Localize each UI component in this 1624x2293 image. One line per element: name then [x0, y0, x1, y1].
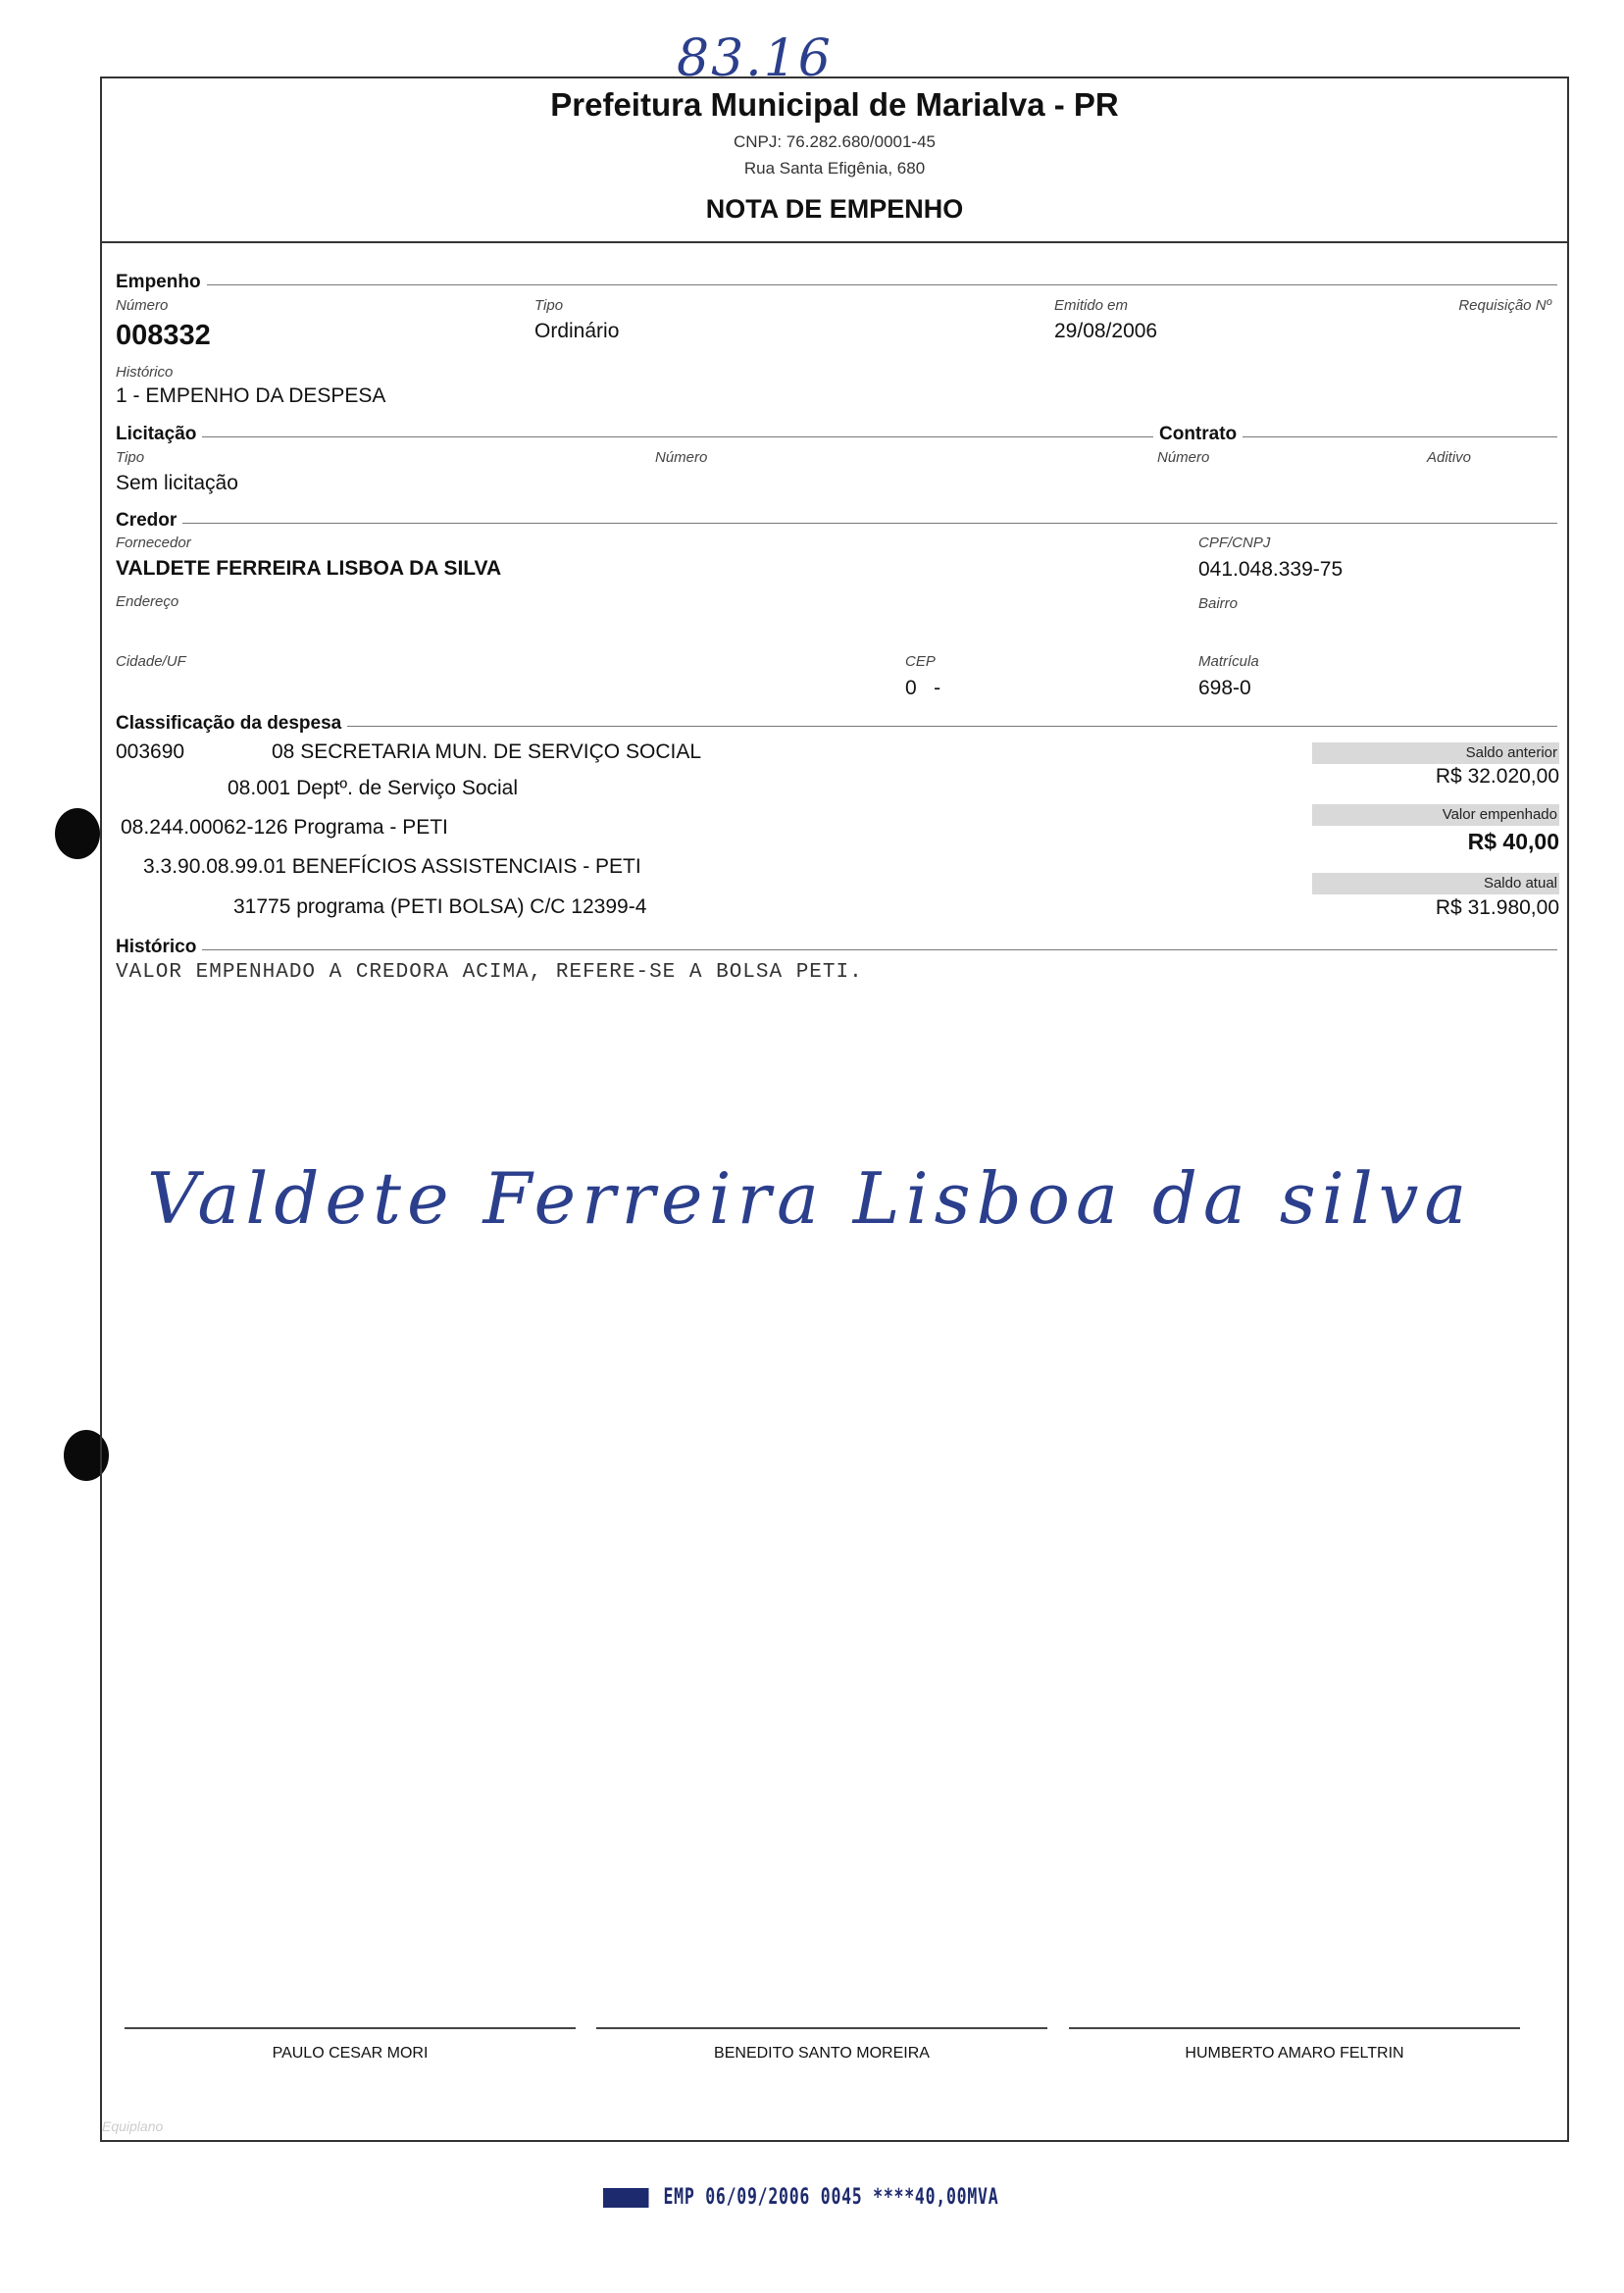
- cpf-label: CPF/CNPJ: [1198, 535, 1271, 551]
- org-name: Prefeitura Municipal de Marialva - PR: [550, 86, 1119, 123]
- classificacao-elemento: 3.3.90.08.99.01 BENEFÍCIOS ASSISTENCIAIS - PETI: [143, 855, 641, 878]
- date-stamp: [603, 2185, 998, 2210]
- section-rule: [116, 284, 1557, 285]
- header-divider: [100, 241, 1569, 243]
- section-licitacao: Licitação: [116, 424, 202, 445]
- empenho-historico: 1 - EMPENHO DA DESPESA: [116, 384, 386, 407]
- emitido-date: 29/08/2006: [1054, 320, 1158, 342]
- punch-hole: [55, 808, 100, 859]
- emitido-label: Emitido em: [1054, 297, 1129, 314]
- licitacao-numero-label: Número: [655, 449, 708, 466]
- historico-text: VALOR EMPENHADO A CREDORA ACIMA, REFERE-SE A BOLSA PETI.: [116, 961, 863, 984]
- signatory-name: BENEDITO SANTO MOREIRA: [714, 2045, 930, 2062]
- contrato-aditivo-label: Aditivo: [1427, 449, 1472, 466]
- classificacao-programa: 08.244.00062-126 Programa - PETI: [121, 816, 448, 839]
- cidade-label: Cidade/UF: [116, 653, 186, 670]
- empenho-historico-label: Histórico: [116, 364, 174, 381]
- valor-empenhado-value: R$ 40,00: [1467, 829, 1559, 854]
- handwritten-page-number: 83.16: [677, 29, 833, 88]
- classificacao-code: 003690: [116, 740, 185, 763]
- handwritten-signature: Valdete Ferreira Lisboa da silva: [147, 1157, 1473, 1240]
- empenho-tipo-label: Tipo: [534, 297, 564, 314]
- document-title: NOTA DE EMPENHO: [705, 194, 964, 224]
- saldo-anterior-label: Saldo anterior: [1312, 742, 1559, 764]
- saldo-atual-label: Saldo atual: [1312, 873, 1559, 894]
- org-address: Rua Santa Efigênia, 680: [743, 159, 926, 178]
- section-rule: [116, 436, 1557, 437]
- empenho-tipo: Ordinário: [534, 320, 620, 342]
- contrato-numero-label: Número: [1157, 449, 1210, 466]
- section-contrato: Contrato: [1153, 424, 1243, 445]
- matricula-label: Matrícula: [1198, 653, 1259, 670]
- empenho-numero-label: Número: [116, 297, 169, 314]
- section-empenho: Empenho: [116, 272, 207, 293]
- signatory-name: PAULO CESAR MORI: [272, 2045, 429, 2062]
- signature-line: [596, 2027, 1047, 2029]
- section-rule: [116, 523, 1557, 524]
- matricula-value: 698-0: [1198, 677, 1251, 699]
- saldo-anterior-value: R$ 32.020,00: [1435, 765, 1559, 788]
- empenho-numero: 008332: [116, 320, 211, 351]
- section-credor: Credor: [116, 510, 182, 532]
- licitacao-tipo: Sem licitação: [116, 472, 238, 494]
- cep-value: 0 -: [905, 677, 941, 699]
- valor-empenhado-label: Valor empenhado: [1312, 804, 1559, 826]
- signatory-name: HUMBERTO AMARO FELTRIN: [1185, 2045, 1404, 2062]
- fornecedor-label: Fornecedor: [116, 535, 191, 551]
- section-rule: [116, 949, 1557, 950]
- org-cnpj: CNPJ: 76.282.680/0001-45: [733, 132, 937, 151]
- saldo-atual-value: R$ 31.980,00: [1435, 896, 1559, 919]
- signature-line: [1069, 2027, 1520, 2029]
- licitacao-tipo-label: Tipo: [116, 449, 145, 466]
- signature-line: [125, 2027, 576, 2029]
- stamp-logo-icon: [603, 2188, 649, 2208]
- endereco-label: Endereço: [116, 593, 179, 610]
- bairro-label: Bairro: [1198, 595, 1239, 612]
- classificacao-orgao: 08 SECRETARIA MUN. DE SERVIÇO SOCIAL: [272, 740, 702, 763]
- fornecedor-name: VALDETE FERREIRA LISBOA DA SILVA: [116, 557, 502, 580]
- equipment-watermark: Equiplano: [102, 2118, 164, 2134]
- classificacao-subelemento: 31775 programa (PETI BOLSA) C/C 12399-4: [233, 895, 647, 918]
- section-historico: Histórico: [116, 937, 202, 958]
- stamp-text: EMP 06/09/2006 0045 ****40,00MVA: [663, 2185, 999, 2210]
- requisicao-label: Requisição Nº: [1458, 297, 1551, 314]
- section-classificacao: Classificação da despesa: [116, 713, 347, 735]
- classificacao-unidade: 08.001 Deptº. de Serviço Social: [228, 777, 519, 799]
- cep-label: CEP: [905, 653, 936, 670]
- cpf-value: 041.048.339-75: [1198, 558, 1344, 581]
